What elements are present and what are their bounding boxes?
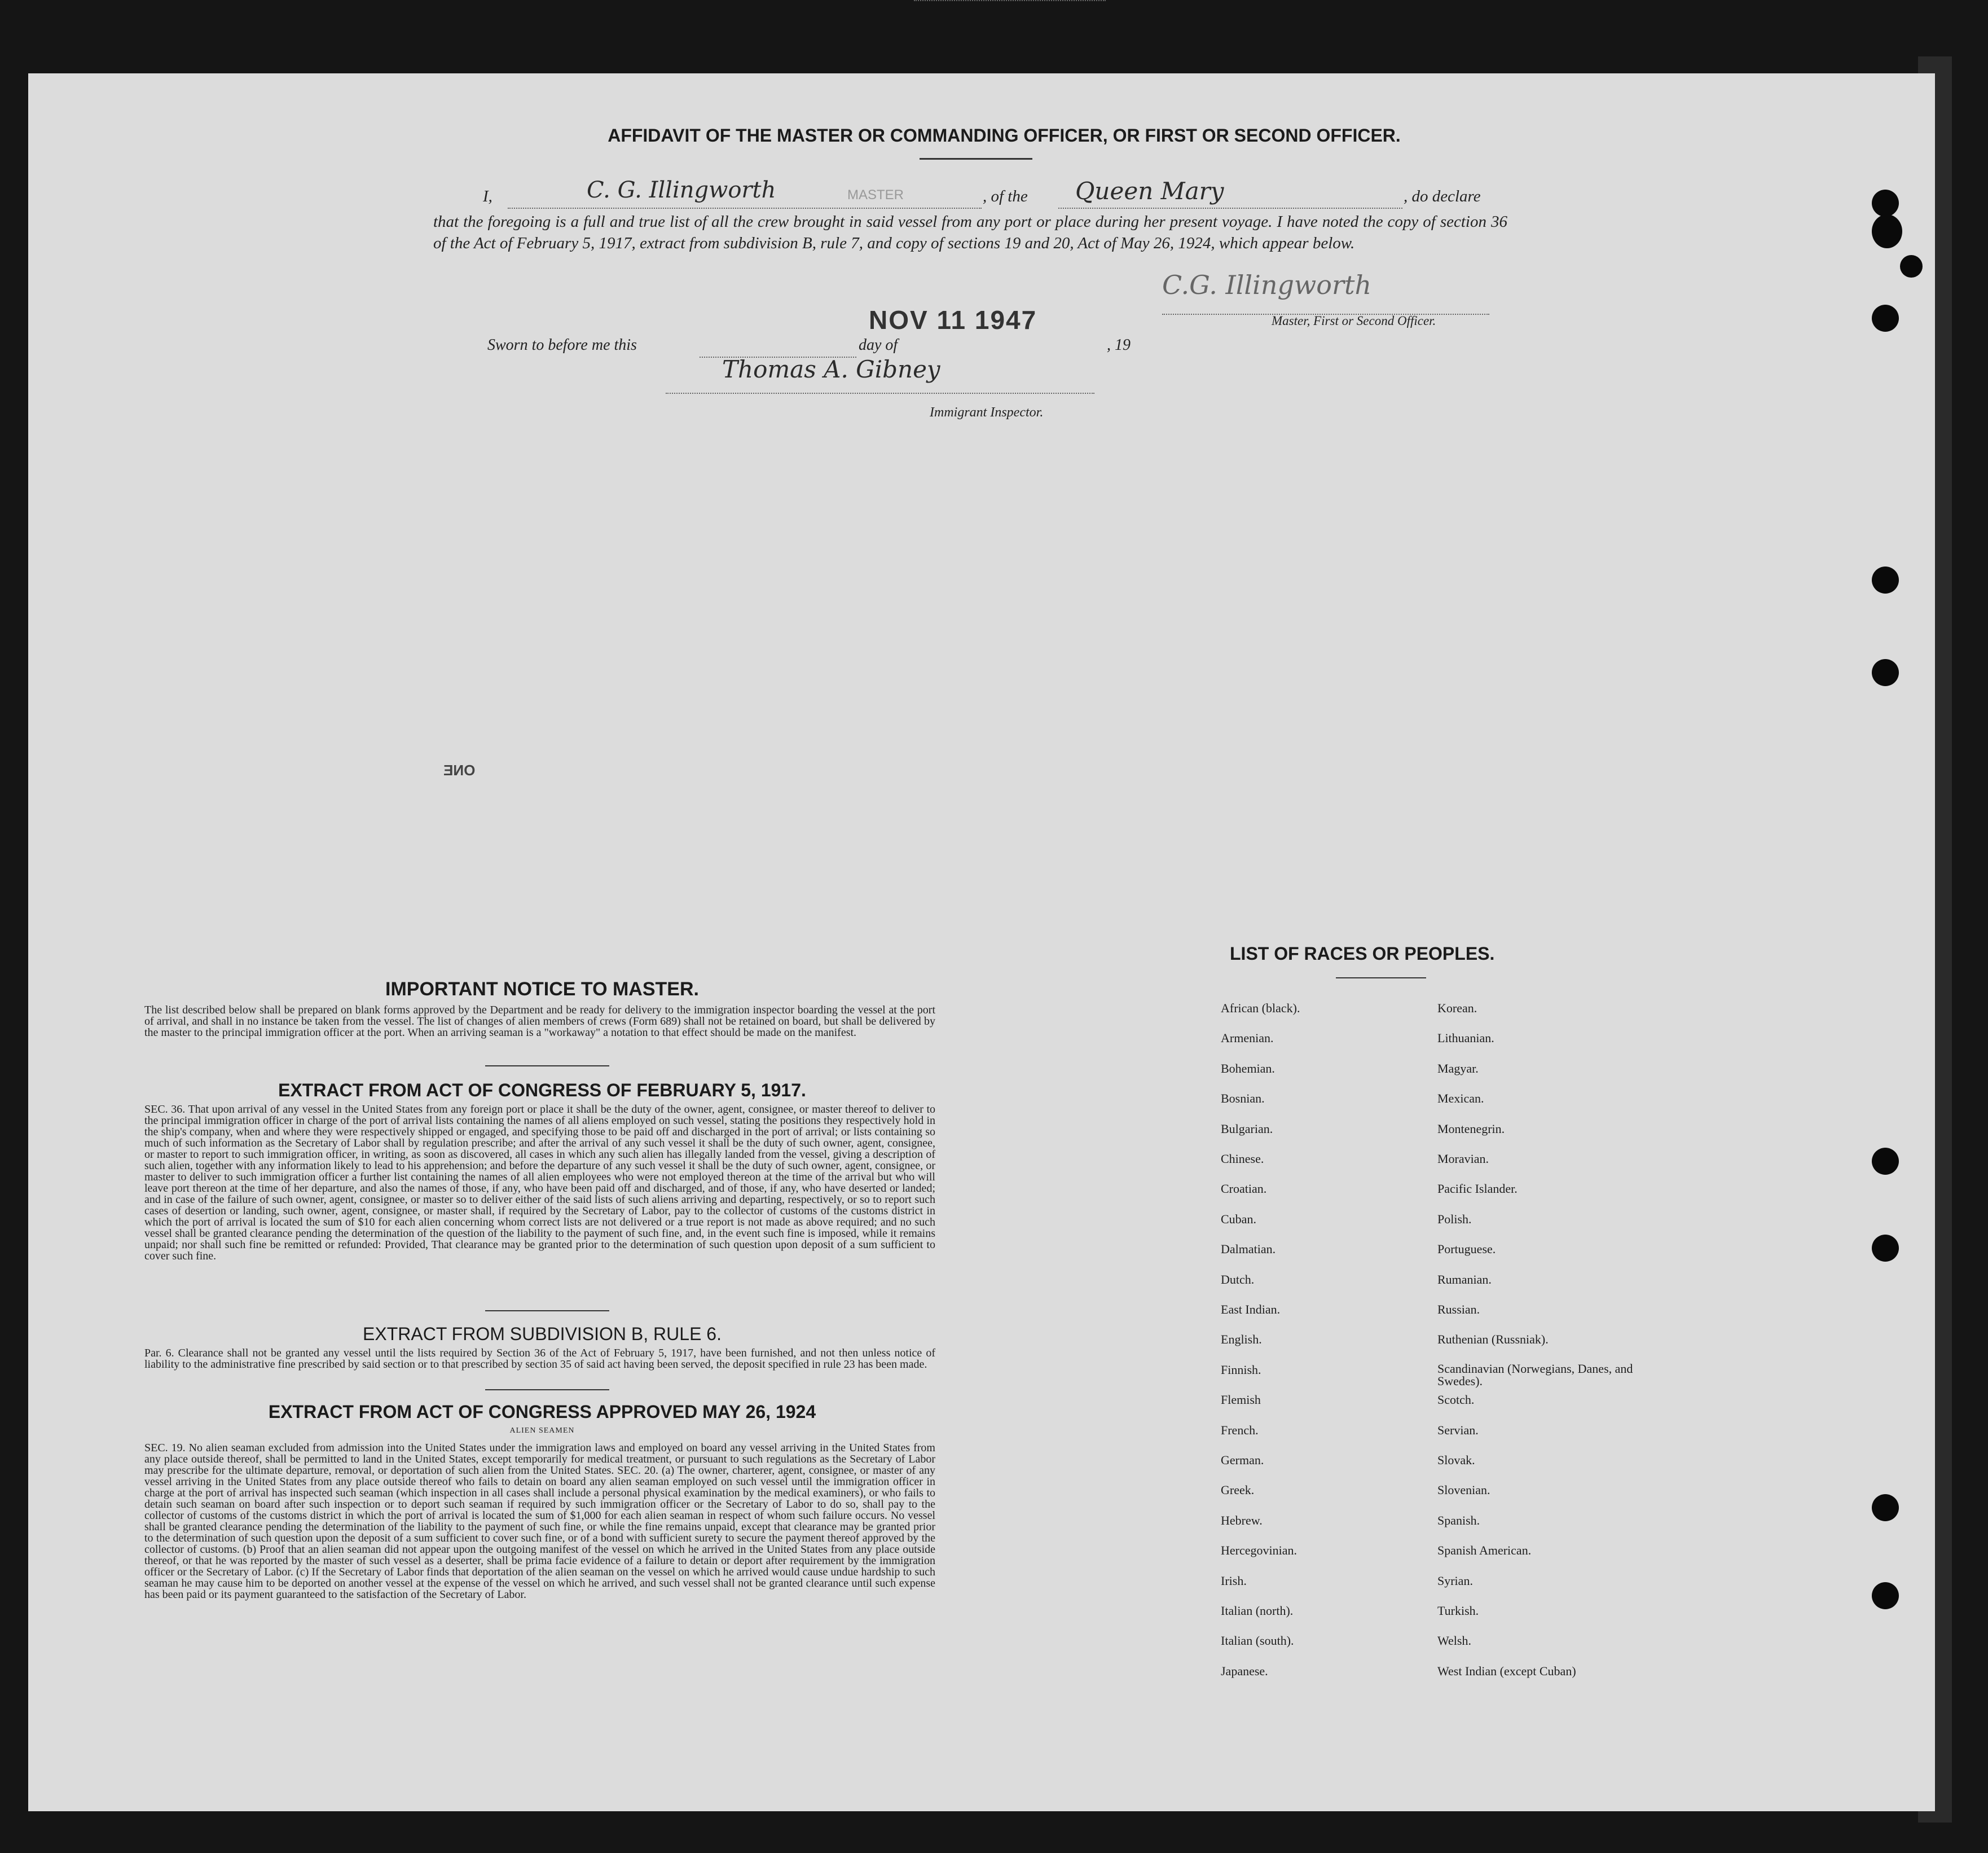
master-signature: C.G. Illingworth bbox=[1162, 270, 1372, 300]
notice-title: IMPORTANT NOTICE TO MASTER. bbox=[385, 978, 699, 1000]
notice-divider bbox=[485, 1065, 609, 1066]
punch-hole bbox=[1872, 214, 1902, 248]
extract-1924-title: EXTRACT FROM ACT OF CONGRESS APPROVED MAY 26, 1924 bbox=[268, 1402, 816, 1422]
punch-hole bbox=[1872, 190, 1899, 217]
inspector-caption: Immigrant Inspector. bbox=[930, 405, 1044, 420]
do-declare-label: , do declare bbox=[1404, 187, 1481, 205]
sworn-label: Sworn to before me this bbox=[487, 336, 637, 354]
punch-hole bbox=[1872, 305, 1899, 332]
race-item: Welsh. bbox=[1437, 1634, 1471, 1648]
race-item: Mexican. bbox=[1437, 1091, 1484, 1106]
race-item: Moravian. bbox=[1437, 1152, 1489, 1166]
extract-1917-title: EXTRACT FROM ACT OF CONGRESS OF FEBRUARY 5, 1917. bbox=[278, 1080, 806, 1100]
race-item: French. bbox=[1221, 1422, 1259, 1437]
punch-hole bbox=[1872, 567, 1899, 594]
race-item: Pacific Islander. bbox=[1437, 1182, 1518, 1196]
notice-body: The list described below shall be prepared on blank forms approved by the Department and be ready for delivery to the immigration inspector boarding the vessel at the port of arrival, and shall in no instance be taken from the vessel. The list of changes of alien members of crews (Form 689) shall not be retained on board, but shall be delivered by the master to the principal immigration officer at the port. When an arriving seaman is a "workaway" a notation to that effect should be made on the manifest. bbox=[144, 1004, 935, 1039]
race-item: Syrian. bbox=[1437, 1573, 1473, 1588]
race-item: Spanish. bbox=[1437, 1513, 1480, 1527]
race-item: Greek. bbox=[1221, 1483, 1255, 1498]
race-item: Italian (south). bbox=[1221, 1634, 1294, 1648]
race-item: Spanish American. bbox=[1437, 1543, 1532, 1558]
name-line bbox=[508, 208, 982, 209]
year-label: , 19 bbox=[1107, 336, 1131, 354]
race-item: English. bbox=[1221, 1332, 1262, 1347]
race-item: Korean. bbox=[1437, 1001, 1477, 1015]
race-item: Japanese. bbox=[1221, 1663, 1268, 1678]
race-item: Armenian. bbox=[1221, 1031, 1274, 1046]
day-of-label: day of bbox=[859, 336, 898, 354]
race-item: Dutch. bbox=[1221, 1272, 1255, 1286]
extract-1917-body: SEC. 36. That upon arrival of any vessel in the United States from any foreign port or place it shall be the duty of the owner, agent, consignee, or master thereof to deliver to the principal immigration officer in charge of the port of arrival lists containing the names of all aliens employed on such vessel, stating the positions they respectively hold in the ship's company, when and where they were respectively shipped or engaged, and specifying those to be paid off and discharged in the port of arrival; or lists containing so much of such information as the Secretary of Labor shall by regulation prescribe; and after the arrival of any such vessel it shall be the duty of such owner, agent, consignee, or master to report to such immigration officer, in writing, as soon as discovered, all cases in which any such alien has illegally landed from the vessel, giving a description of such alien, together with any information likely to lead to his apprehension; and before the departure of any such vessel it shall be the duty of such owner, agent, consignee, or master to deliver to such immigration officer a further list containing the names of all alien employees who were not employed thereon at the time of the arrival but who will leave port thereon at the time of her departure, and also the names of those, if any, who have been paid off and discharged, and of those, if any, who have deserted or landed; and in case of the failure of such owner, agent, consignee, or master so to deliver either of the said lists of such aliens arriving and departing, respectively, or so to report such cases of desertion or landing, such owner, agent, consignee, or master shall, if required by the Secretary of Labor, pay to the collector of customs of the customs district in which the port of arrival is located the sum of $10 for each alien concerning whom correct lists are not delivered or a true report is not made as above required; and no such vessel shall be granted clearance pending the determination of the question of the liability to the payment of such fine, and, in the event such fine is imposed, while it remains unpaid; nor shall such fine be remitted or refunded: Provided, That clearance may be granted prior to the determination of such question upon deposit of a sum sufficient to cover such fine. bbox=[144, 1103, 935, 1262]
punch-hole bbox=[1900, 255, 1923, 278]
signature-caption: Master, First or Second Officer. bbox=[1272, 314, 1436, 328]
race-item: East Indian. bbox=[1221, 1302, 1281, 1316]
extract-1924-subtitle: ALIEN SEAMEN bbox=[509, 1426, 575, 1435]
race-item: African (black). bbox=[1221, 1001, 1300, 1015]
extract-1924-body: SEC. 19. No alien seaman excluded from admission into the United States under the immigration laws and employed on board any vessel arriving in the United States from any place outside thereof, shall be permitted to land in the United States, except temporarily for medical treatment, or pursuant to such regulations as the Secretary of Labor may prescribe for the ultimate departure, removal, or deportation of such alien from the United States. SEC. 20. (a) The owner, charterer, agent, consignee, or master of any vessel arriving in the United States from any place outside thereof who fails to detain on board any alien seaman employed on such vessel until the immigration officer in charge at the port of arrival has inspected such seaman (which inspection in all cases shall include a personal physical examination by the medical examiners), or who fails to detain such seaman on board after such inspection or to deport such seaman if required by such immigration officer or the Secretary of Labor to do so, shall pay to the collector of customs of the customs district in which the port of arrival is located the sum of $1,000 for each alien seaman in respect of whom such failure occurs. No vessel shall be granted clearance pending the determination of the liability to the payment of such fine, or while the fine remains unpaid, except that clearance may be granted prior to the determination of such question upon the deposit of a sum sufficient to cover such fine, or of a bond with sufficient surety to secure the payment thereof approved by the collector of customs. (b) Proof that an alien seaman did not appear upon the outgoing manifest of the vessel on which he arrived in the United States from any place outside thereof, or that he was reported by the master of such vessel as a deserter, shall be prima facie evidence of a failure to detain or deport after requirement by the immigration officer or the Secretary of Labor. (c) If the Secretary of Labor finds that deportation of the alien seaman on the vessel on which he arrived would cause undue hardship to such seaman he may cause him to be deported on another vessel at the expense of the vessel on which he arrived, and such vessel shall not be granted clearance until such expense has been paid or its payment guaranteed to the satisfaction of the Secretary of Labor. bbox=[144, 1442, 935, 1601]
punch-hole bbox=[1872, 1494, 1899, 1521]
race-item: Portuguese. bbox=[1437, 1242, 1496, 1257]
races-title: LIST OF RACES OR PEOPLES. bbox=[1230, 943, 1495, 964]
race-item: Scandinavian (Norwegians, Danes, and Swedes). bbox=[1437, 1361, 1633, 1388]
affidavit-title: AFFIDAVIT OF THE MASTER OR COMMANDING OFFICER, OR FIRST OR SECOND OFFICER. bbox=[608, 125, 1401, 146]
race-item: Finnish. bbox=[1221, 1362, 1261, 1377]
subdivision-title: EXTRACT FROM SUBDIVISION B, RULE 6. bbox=[363, 1324, 722, 1344]
race-item: Slovak. bbox=[1437, 1453, 1475, 1467]
master-name-handwritten: C. G. Illingworth bbox=[587, 177, 776, 203]
date-stamp: NOV 11 1947 bbox=[869, 305, 1037, 335]
race-item: Montenegrin. bbox=[1437, 1121, 1505, 1136]
race-item: Magyar. bbox=[1437, 1061, 1479, 1075]
race-item: Rumanian. bbox=[1437, 1272, 1492, 1286]
race-item: Flemish bbox=[1221, 1393, 1261, 1407]
race-item: Turkish. bbox=[1437, 1604, 1479, 1618]
races-underline bbox=[1336, 977, 1426, 978]
race-item: Dalmatian. bbox=[1221, 1242, 1276, 1257]
of-the-label: , of the bbox=[983, 187, 1028, 205]
punch-hole bbox=[1872, 1235, 1899, 1262]
race-item: Italian (north). bbox=[1221, 1604, 1294, 1618]
race-item: Bohemian. bbox=[1221, 1061, 1275, 1075]
vessel-line bbox=[1058, 208, 1402, 209]
race-item: Slovenian. bbox=[1437, 1483, 1490, 1498]
race-item: Lithuanian. bbox=[1437, 1031, 1494, 1046]
subdivision-body: Par. 6. Clearance shall not be granted any vessel until the lists required by Section 36 of the Act of February 5, 1917, have been furnished, and not then unless notice of liability to the administrative fine prescribed by said section or to that prescribed by section 35 of said act having been served, the deposit specified in rule 23 has been made. bbox=[144, 1347, 935, 1371]
race-item: Croatian. bbox=[1221, 1182, 1267, 1196]
race-item: Scotch. bbox=[1437, 1393, 1475, 1407]
race-item: Ruthenian (Russniak). bbox=[1437, 1332, 1549, 1347]
i-label: I, bbox=[483, 187, 492, 205]
race-item: Irish. bbox=[1221, 1573, 1247, 1588]
race-item: West Indian (except Cuban) bbox=[1437, 1663, 1576, 1678]
punch-hole bbox=[1872, 659, 1899, 686]
punch-hole bbox=[1872, 1582, 1899, 1609]
title-underline bbox=[920, 158, 1032, 160]
month-line bbox=[914, 0, 1106, 1]
stray-mirrored-text: ONE bbox=[443, 762, 476, 779]
inspector-line bbox=[666, 393, 1094, 394]
race-item: Cuban. bbox=[1221, 1211, 1256, 1226]
race-item: Bosnian. bbox=[1221, 1091, 1265, 1106]
race-item: Polish. bbox=[1437, 1211, 1472, 1226]
extract-1917-divider bbox=[485, 1310, 609, 1311]
inspector-signature: Thomas A. Gibney bbox=[722, 355, 940, 383]
affidavit-body: that the foregoing is a full and true list of all the crew brought in said vessel from any port or place during her present voyage. I have noted the copy of section 36 of the Act of February 5, 1917, extract from subdivision B, rule 7, and copy of sections 19 and 20, Act of May 26, 1924, which appear below. bbox=[433, 213, 1507, 252]
race-item: Hebrew. bbox=[1221, 1513, 1263, 1527]
master-printed: MASTER bbox=[847, 187, 904, 203]
punch-hole bbox=[1872, 1148, 1899, 1175]
vessel-handwritten: Queen Mary bbox=[1075, 177, 1224, 205]
subdivision-divider bbox=[485, 1389, 609, 1390]
race-item: Chinese. bbox=[1221, 1152, 1264, 1166]
race-item: Servian. bbox=[1437, 1422, 1479, 1437]
race-item: Hercegovinian. bbox=[1221, 1543, 1297, 1558]
race-item: Russian. bbox=[1437, 1302, 1480, 1316]
race-item: German. bbox=[1221, 1453, 1264, 1467]
race-item: Bulgarian. bbox=[1221, 1121, 1273, 1136]
